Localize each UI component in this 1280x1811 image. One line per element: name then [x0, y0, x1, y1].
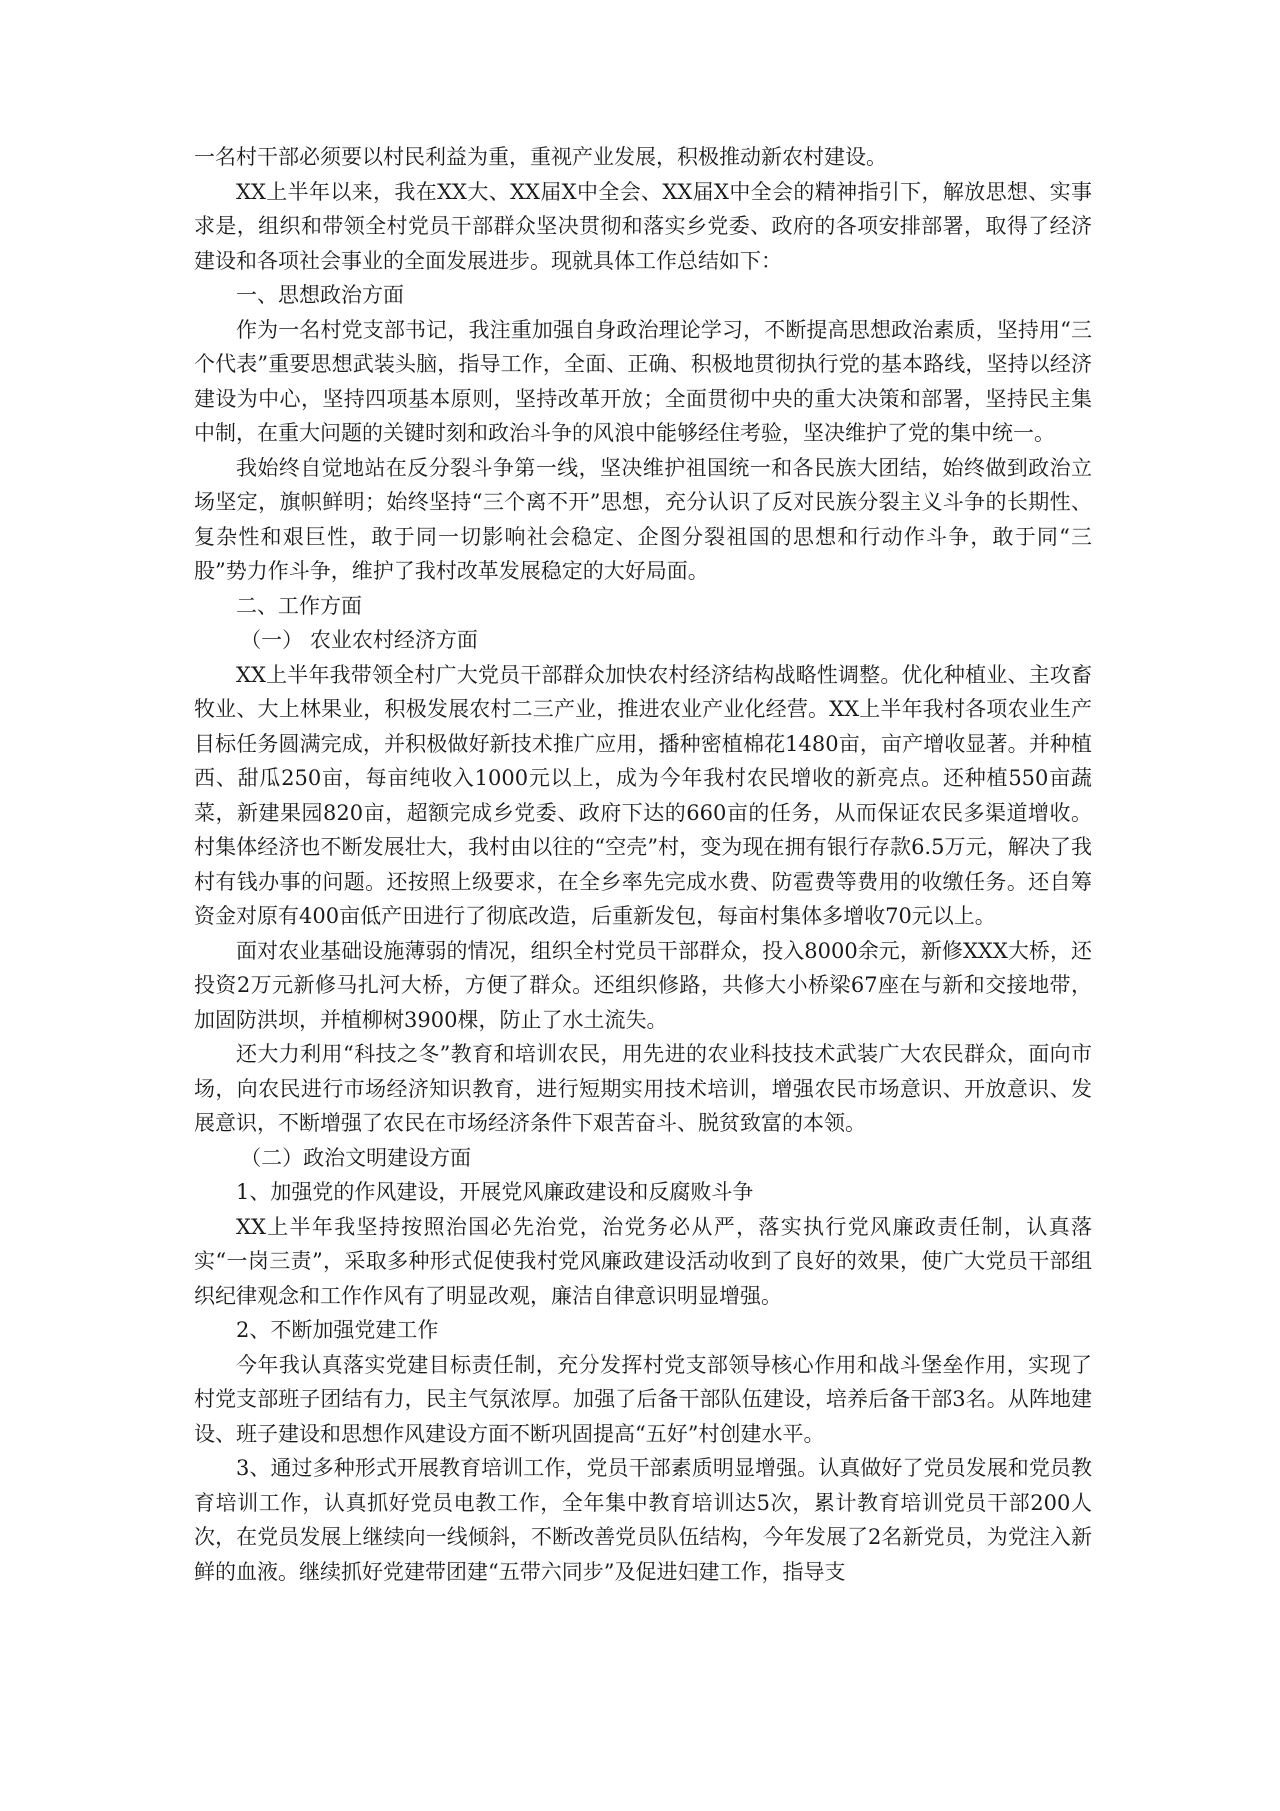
paragraph-politics-1: XX上半年我坚持按照治国必先治党，治党务必从严，落实执行党风廉政责任制，认真落实“一岗三责”，采取多种形式促使我村党风廉政建设活动收到了良好的效果，使广大党员干部组织纪律观念和工作作风有了明显改观，廉洁自律意识明显增强。 — [194, 1214, 1092, 1308]
paragraph-politics-2: 今年我认真落实党建目标责任制，充分发挥村党支部领导核心作用和战斗堡垒作用，实现了村党支部班子团结有力，民主气氛浓厚。加强了后备干部队伍建设，培养后备干部3名。从阵地建设、班子建设和思想作风建设方面不断巩固提高“五好”村创建水平。 — [194, 1352, 1092, 1446]
document-page — [194, 140, 1092, 1589]
item-heading-1: 1、加强党的作风建设，开展党风廉政建设和反腐败斗争 — [236, 1180, 754, 1204]
paragraph-agriculture-3: 还大力利用“科技之冬”教育和培训农民，用先进的农业科技技术武装广大农民群众，面向市场，向农民进行市场经济知识教育，进行短期实用技术培训，增强农民市场意识、开放意识、发展意识，不断增强了农民在市场经济条件下艰苦奋斗、脱贫致富的本领。 — [194, 1042, 1092, 1135]
section-heading-work: 二、工作方面 — [236, 593, 362, 618]
paragraph-agriculture-1: XX上半年我带领全村广大党员干部群众加快农村经济结构战略性调整。优化种植业、主攻畜牧业、大上林果业，积极发展农村二三产业，推进农业产业化经营。XX上半年我村各项农业生产目标任务圆满完成，并积极做好新技术推广应用，播种密植棉花1480亩，亩产增收显著。并种植西、甜瓜250亩，每亩纯收入1000元以上，成为今年我村农民增收的新亮点。还种植550亩蔬菜，新建果园820亩，超额完成乡党委、政府下达的660亩的任务，从而保证农民多渠道增收。村集体经济也不断发展壮大，我村由以往的“空壳”村，变为现在拥有银行存款6.5万元，解决了我村有钱办事的问题。还按照上级要求，在全乡率先完成水费、防雹费等费用的收缴任务。还自筹资金对原有400亩低产田进行了彻底改造，后重新发包，每亩村集体多增收70元以上。 — [194, 662, 1092, 928]
paragraph-agriculture-2: 面对农业基础设施薄弱的情况，组织全村党员干部群众，投入8000余元，新修XXX大桥，还投资2万元新修马扎河大桥，方便了群众。还组织修路，共修大小桥梁67座在与新和交接地带，加固防洪坝，并植柳树3900棵，防止了水土流失。 — [194, 938, 1092, 1032]
item-heading-2: 2、不断加强党建工作 — [236, 1318, 439, 1342]
paragraph-politics-3: 3、通过多种形式开展教育培训工作，党员干部素质明显增强。认真做好了党员发展和党员教育培训工作，认真抓好党员电教工作，全年集中教育培训达5次，累计教育培训党员干部200人次，在党员发展上继续向一线倾斜，不断改善党员队伍结构，今年发展了2名新党员，为党注入新鲜的血液。继续抓好党建带团建“五带六同步”及促进妇建工作，指导支 — [194, 1456, 1092, 1584]
paragraph-ideology-2: 我始终自觉地站在反分裂斗争第一线，坚决维护祖国统一和各民族大团结，始终做到政治立场坚定，旗帜鲜明；始终坚持“三个离不开”思想，充分认识了反对民族分裂主义斗争的长期性、复杂性和艰巨性，敢于同一切影响社会稳定、企图分裂祖国的思想和行动作斗争，敢于同“三股”势力作斗争，维护了我村改革发展稳定的大好局面。 — [194, 455, 1092, 583]
paragraph-ideology-1: 作为一名村党支部书记，我注重加强自身政治理论学习，不断提高思想政治素质，坚持用“三个代表”重要思想武装头脑，指导工作，全面、正确、积极地贯彻执行党的基本路线，坚持以经济建设为中心，坚持四项基本原则，坚持改革开放；全面贯彻中央的重大决策和部署，坚持民主集中制，在重大问题的关键时刻和政治斗争的风浪中能够经住考验，坚决维护了党的集中统一。 — [194, 317, 1092, 445]
paragraph-opening: XX上半年以来，我在XX大、XX届X中全会、XX届X中全会的精神指引下，解放思想、实事求是，组织和带领全村党员干部群众坚决贯彻和落实乡党委、政府的各项安排部署，取得了经济建设和各项社会事业的全面发展进步。现就具体工作总结如下： — [194, 179, 1092, 273]
section-heading-ideology: 一、思想政治方面 — [236, 283, 404, 307]
paragraph-intro-tail: 一名村干部必须要以村民利益为重，重视产业发展，积极推动新农村建设。 — [194, 145, 887, 169]
subsection-heading-agriculture: （一） 农业农村经济方面 — [240, 628, 478, 652]
subsection-heading-politics: （二）政治文明建设方面 — [240, 1145, 472, 1170]
